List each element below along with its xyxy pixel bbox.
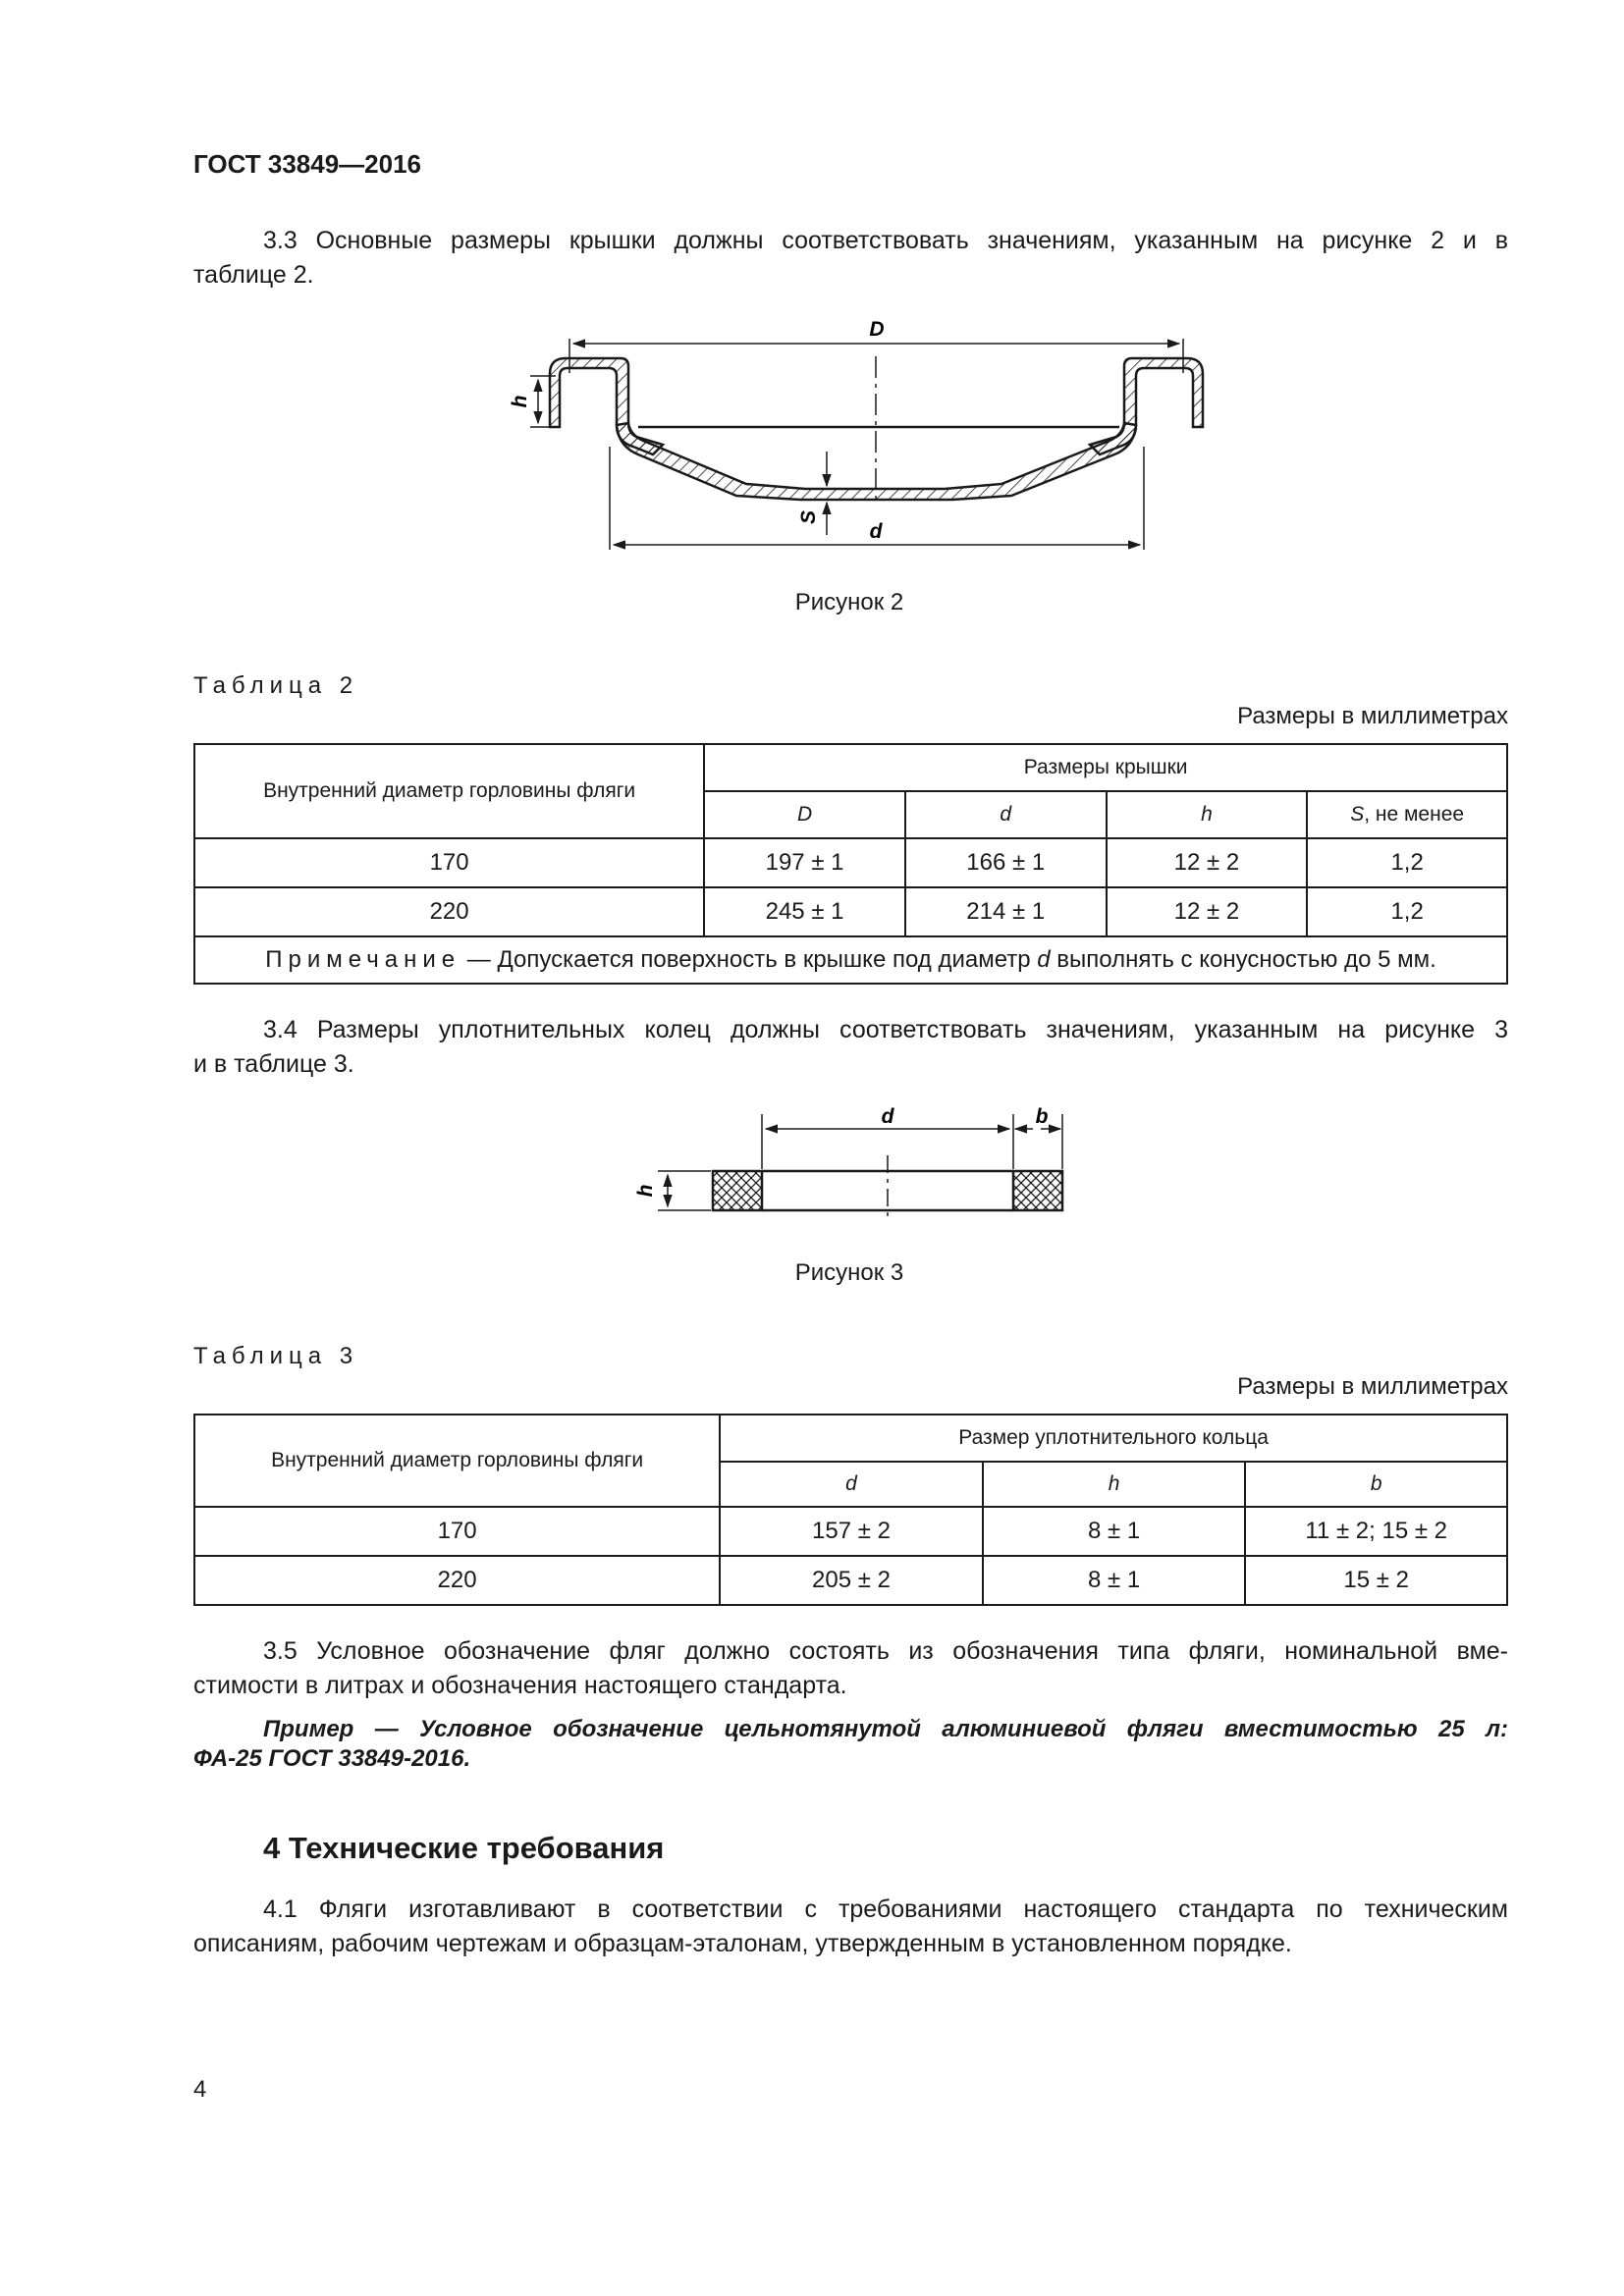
table-row: [194, 838, 1507, 887]
table-3-caption: Таблица 3: [193, 1343, 359, 1369]
note-label: Примечание: [265, 946, 461, 973]
table-cell: 205 ± 2: [720, 1556, 983, 1605]
figure-3-ring-drawing: [619, 1095, 1090, 1222]
table-cell: 214 ± 1: [905, 887, 1107, 936]
table-cell: 166 ± 1: [905, 838, 1107, 887]
paragraph-4-1: [193, 1893, 1508, 1961]
table-header-S-text: , не менее: [1364, 803, 1465, 826]
table-header-S-var: S: [1350, 803, 1365, 826]
ring-dimension-h-label: h: [634, 1184, 657, 1198]
paragraph-line: описаниям, рабочим чертежам и образцам-эталонам, утвержденным в установленном порядке.: [193, 1930, 1292, 1957]
table-cell: 220: [194, 887, 704, 936]
table-2-units: Размеры в миллиметрах: [1237, 703, 1508, 729]
figure-3-caption: Рисунок 3: [794, 1259, 904, 1286]
table-row: [194, 887, 1507, 936]
table-3: [193, 1414, 1508, 1606]
paragraph-line: 3.4 Размеры уплотнительных колец должны соответствовать значениям, указанным на рисунке 3: [263, 1016, 1508, 1043]
table-note-row: [194, 936, 1507, 984]
example-line: Пример — Условное обозначение цельнотянутой алюминиевой фляги вместимостью 25 л:: [263, 1716, 1508, 1742]
note-var: d: [1037, 946, 1051, 973]
table-header-h: h: [983, 1462, 1246, 1507]
table-cell: 15 ± 2: [1245, 1556, 1507, 1605]
figure-2-lid-drawing: [491, 309, 1237, 564]
ring-dimension-d-label: d: [881, 1105, 894, 1128]
table-header-inner-diameter: Внутренний диаметр горловины фляги: [194, 1415, 720, 1507]
figure-2-caption: Рисунок 2: [794, 589, 904, 615]
table-cell: 8 ± 1: [983, 1507, 1246, 1556]
table-header-d: d: [905, 791, 1107, 838]
dimension-S-label: S: [797, 509, 820, 525]
note-dash: —: [460, 946, 498, 973]
paragraph-line: стимости в литрах и обозначения настоящего стандарта.: [193, 1672, 847, 1699]
table-cell: 157 ± 2: [720, 1507, 983, 1556]
section-4-heading: 4 Технические требования: [263, 1831, 665, 1865]
table-cell: 197 ± 1: [704, 838, 905, 887]
table-row: [194, 1556, 1507, 1605]
example-line: ФА-25 ГОСТ 33849-2016.: [193, 1745, 471, 1772]
table-cell: 1,2: [1307, 887, 1507, 936]
table-header-d: d: [720, 1462, 983, 1507]
paragraph-line: и в таблице 3.: [193, 1050, 354, 1078]
table-cell: 220: [194, 1556, 720, 1605]
table-2: [193, 743, 1508, 985]
paragraph-line: 3.5 Условное обозначение фляг должно состоять из обозначения типа фляги, номинальной вме-: [263, 1637, 1508, 1665]
table-header-lid-dimensions: Размеры крышки: [704, 744, 1507, 791]
table-cell: 8 ± 1: [983, 1556, 1246, 1605]
dimension-h-label: h: [509, 395, 531, 408]
paragraph-3-4: [193, 1013, 1508, 1082]
table-cell: 170: [194, 838, 704, 887]
paragraph-3-3: [193, 224, 1508, 293]
ring-dimension-b-label: b: [1035, 1105, 1049, 1128]
note-text-end: выполнять с конусностью до 5 мм.: [1050, 946, 1436, 973]
table-cell: 170: [194, 1507, 720, 1556]
table-cell: 11 ± 2; 15 ± 2: [1245, 1507, 1507, 1556]
table-header-ring-size: Размер уплотнительного кольца: [720, 1415, 1507, 1462]
document-header: ГОСТ 33849—2016: [193, 149, 421, 179]
page-number: 4: [193, 2076, 207, 2103]
table-cell: 12 ± 2: [1107, 887, 1308, 936]
paragraph-3-5: [193, 1634, 1508, 1703]
table-row: [194, 1507, 1507, 1556]
table-cell: 12 ± 2: [1107, 838, 1308, 887]
paragraph-line: 3.3 Основные размеры крышки должны соответствовать значениям, указанным на рисунке 2 и в: [263, 227, 1508, 254]
dimension-D-label: D: [869, 318, 885, 341]
table-header-D: D: [704, 791, 905, 838]
paragraph-line: 4.1 Фляги изготавливают в соответствии с требованиями настоящего стандарта по техническим: [263, 1896, 1508, 1923]
table-2-note: [194, 936, 1507, 984]
example-block: [193, 1715, 1508, 1774]
table-header-b: b: [1245, 1462, 1507, 1507]
paragraph-line: таблице 2.: [193, 261, 314, 289]
table-cell: 245 ± 1: [704, 887, 905, 936]
table-header-S: [1307, 791, 1507, 838]
note-text: Допускается поверхность в крышке под диаметр: [497, 946, 1038, 973]
table-header-h: h: [1107, 791, 1308, 838]
table-cell: 1,2: [1307, 838, 1507, 887]
dimension-d-label: d: [869, 520, 883, 543]
table-3-units: Размеры в миллиметрах: [1237, 1373, 1508, 1400]
table-header-inner-diameter: Внутренний диаметр горловины фляги: [194, 744, 704, 838]
table-2-caption: Таблица 2: [193, 672, 359, 699]
